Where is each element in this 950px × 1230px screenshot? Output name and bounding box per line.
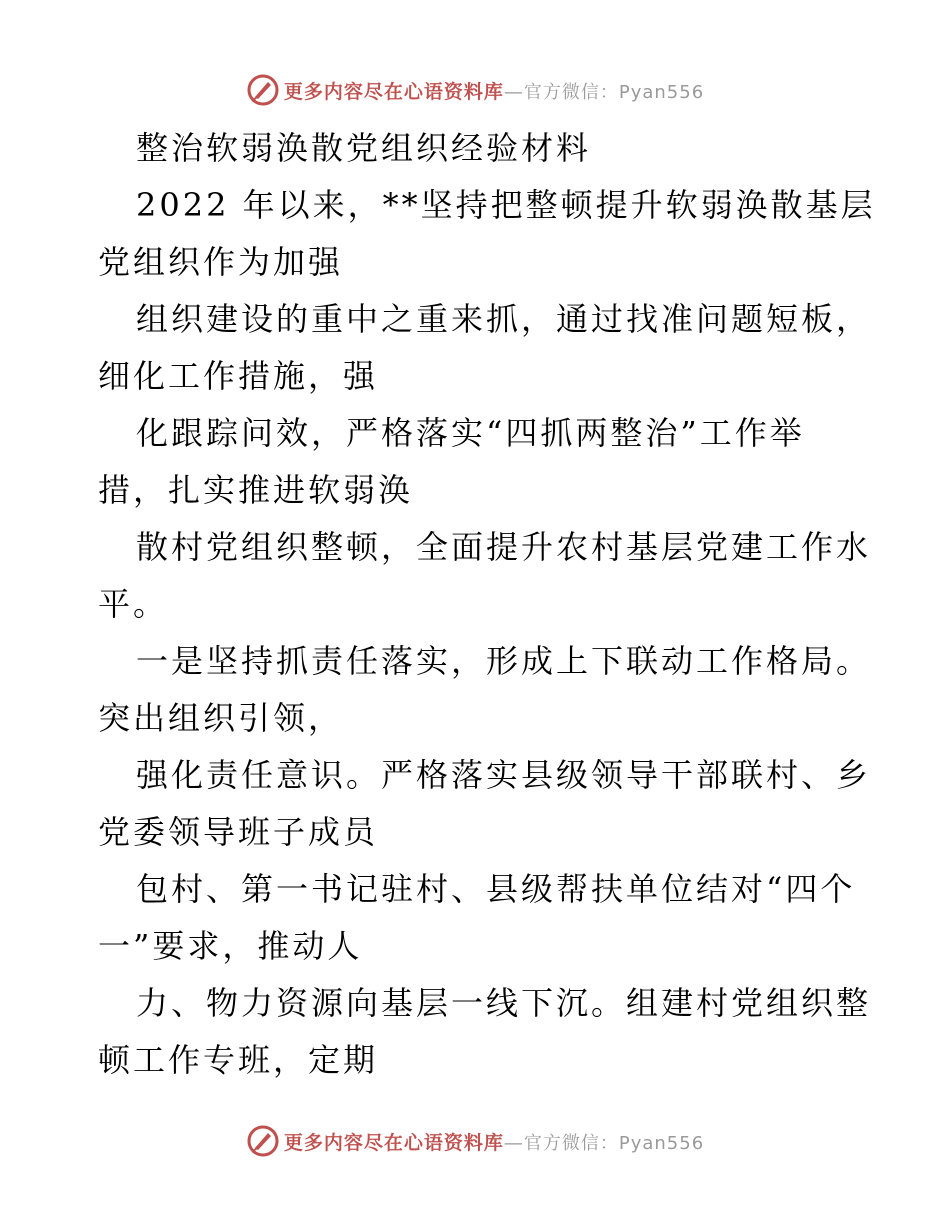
text-line: 散村党组织整顿，全面提升农村基层党建工作水 [136, 528, 872, 566]
text-line: 一是坚持抓责任落实，形成上下联动工作格局。 [136, 642, 872, 680]
text-line: 一”要求，推动人 [98, 927, 363, 965]
text-line: 措，扎实推进软弱涣 [98, 471, 414, 509]
watermark-banner-top [0, 70, 950, 110]
text-line: 党组织作为加强 [98, 243, 344, 281]
text-line: 组织建设的重中之重来抓，通过找准问题短板， [136, 300, 872, 338]
text-line: 包村、第一书记驻村、县级帮扶单位结对“四个 [136, 870, 856, 908]
watermark-brand: 更多内容尽在心语资料库 [283, 1131, 504, 1154]
text-line: 党委领导班子成员 [98, 813, 379, 851]
quill-circle-logo-icon [246, 1124, 280, 1158]
watermark-brand: 更多内容尽在心语资料库 [283, 80, 504, 103]
text-line: 顿工作专班，定期 [98, 1041, 379, 1079]
watermark-contact: 官方微信：Pyan556 [523, 1132, 705, 1154]
watermark-contact: 官方微信：Pyan556 [523, 81, 705, 103]
text-line: 2022 年以来，**坚持把整顿提升软弱涣散基层 [136, 186, 876, 224]
text-line: 突出组织引领， [98, 699, 344, 737]
text-line: 平。 [98, 585, 169, 623]
document-body [98, 120, 876, 1089]
watermark-separator: — [503, 1131, 524, 1154]
document-title: 整治软弱涣散党组织经验材料 [136, 129, 592, 167]
text-line: 化跟踪问效，严格落实“四抓两整治”工作举 [136, 414, 805, 452]
quill-circle-logo-icon [246, 73, 280, 107]
watermark-banner-bottom [0, 1121, 950, 1161]
text-line: 力、物力资源向基层一线下沉。组建村党组织整 [136, 984, 872, 1022]
text-line: 强化责任意识。严格落实县级领导干部联村、乡 [136, 756, 872, 794]
watermark-separator: — [503, 80, 524, 103]
text-line: 细化工作措施，强 [98, 357, 379, 395]
